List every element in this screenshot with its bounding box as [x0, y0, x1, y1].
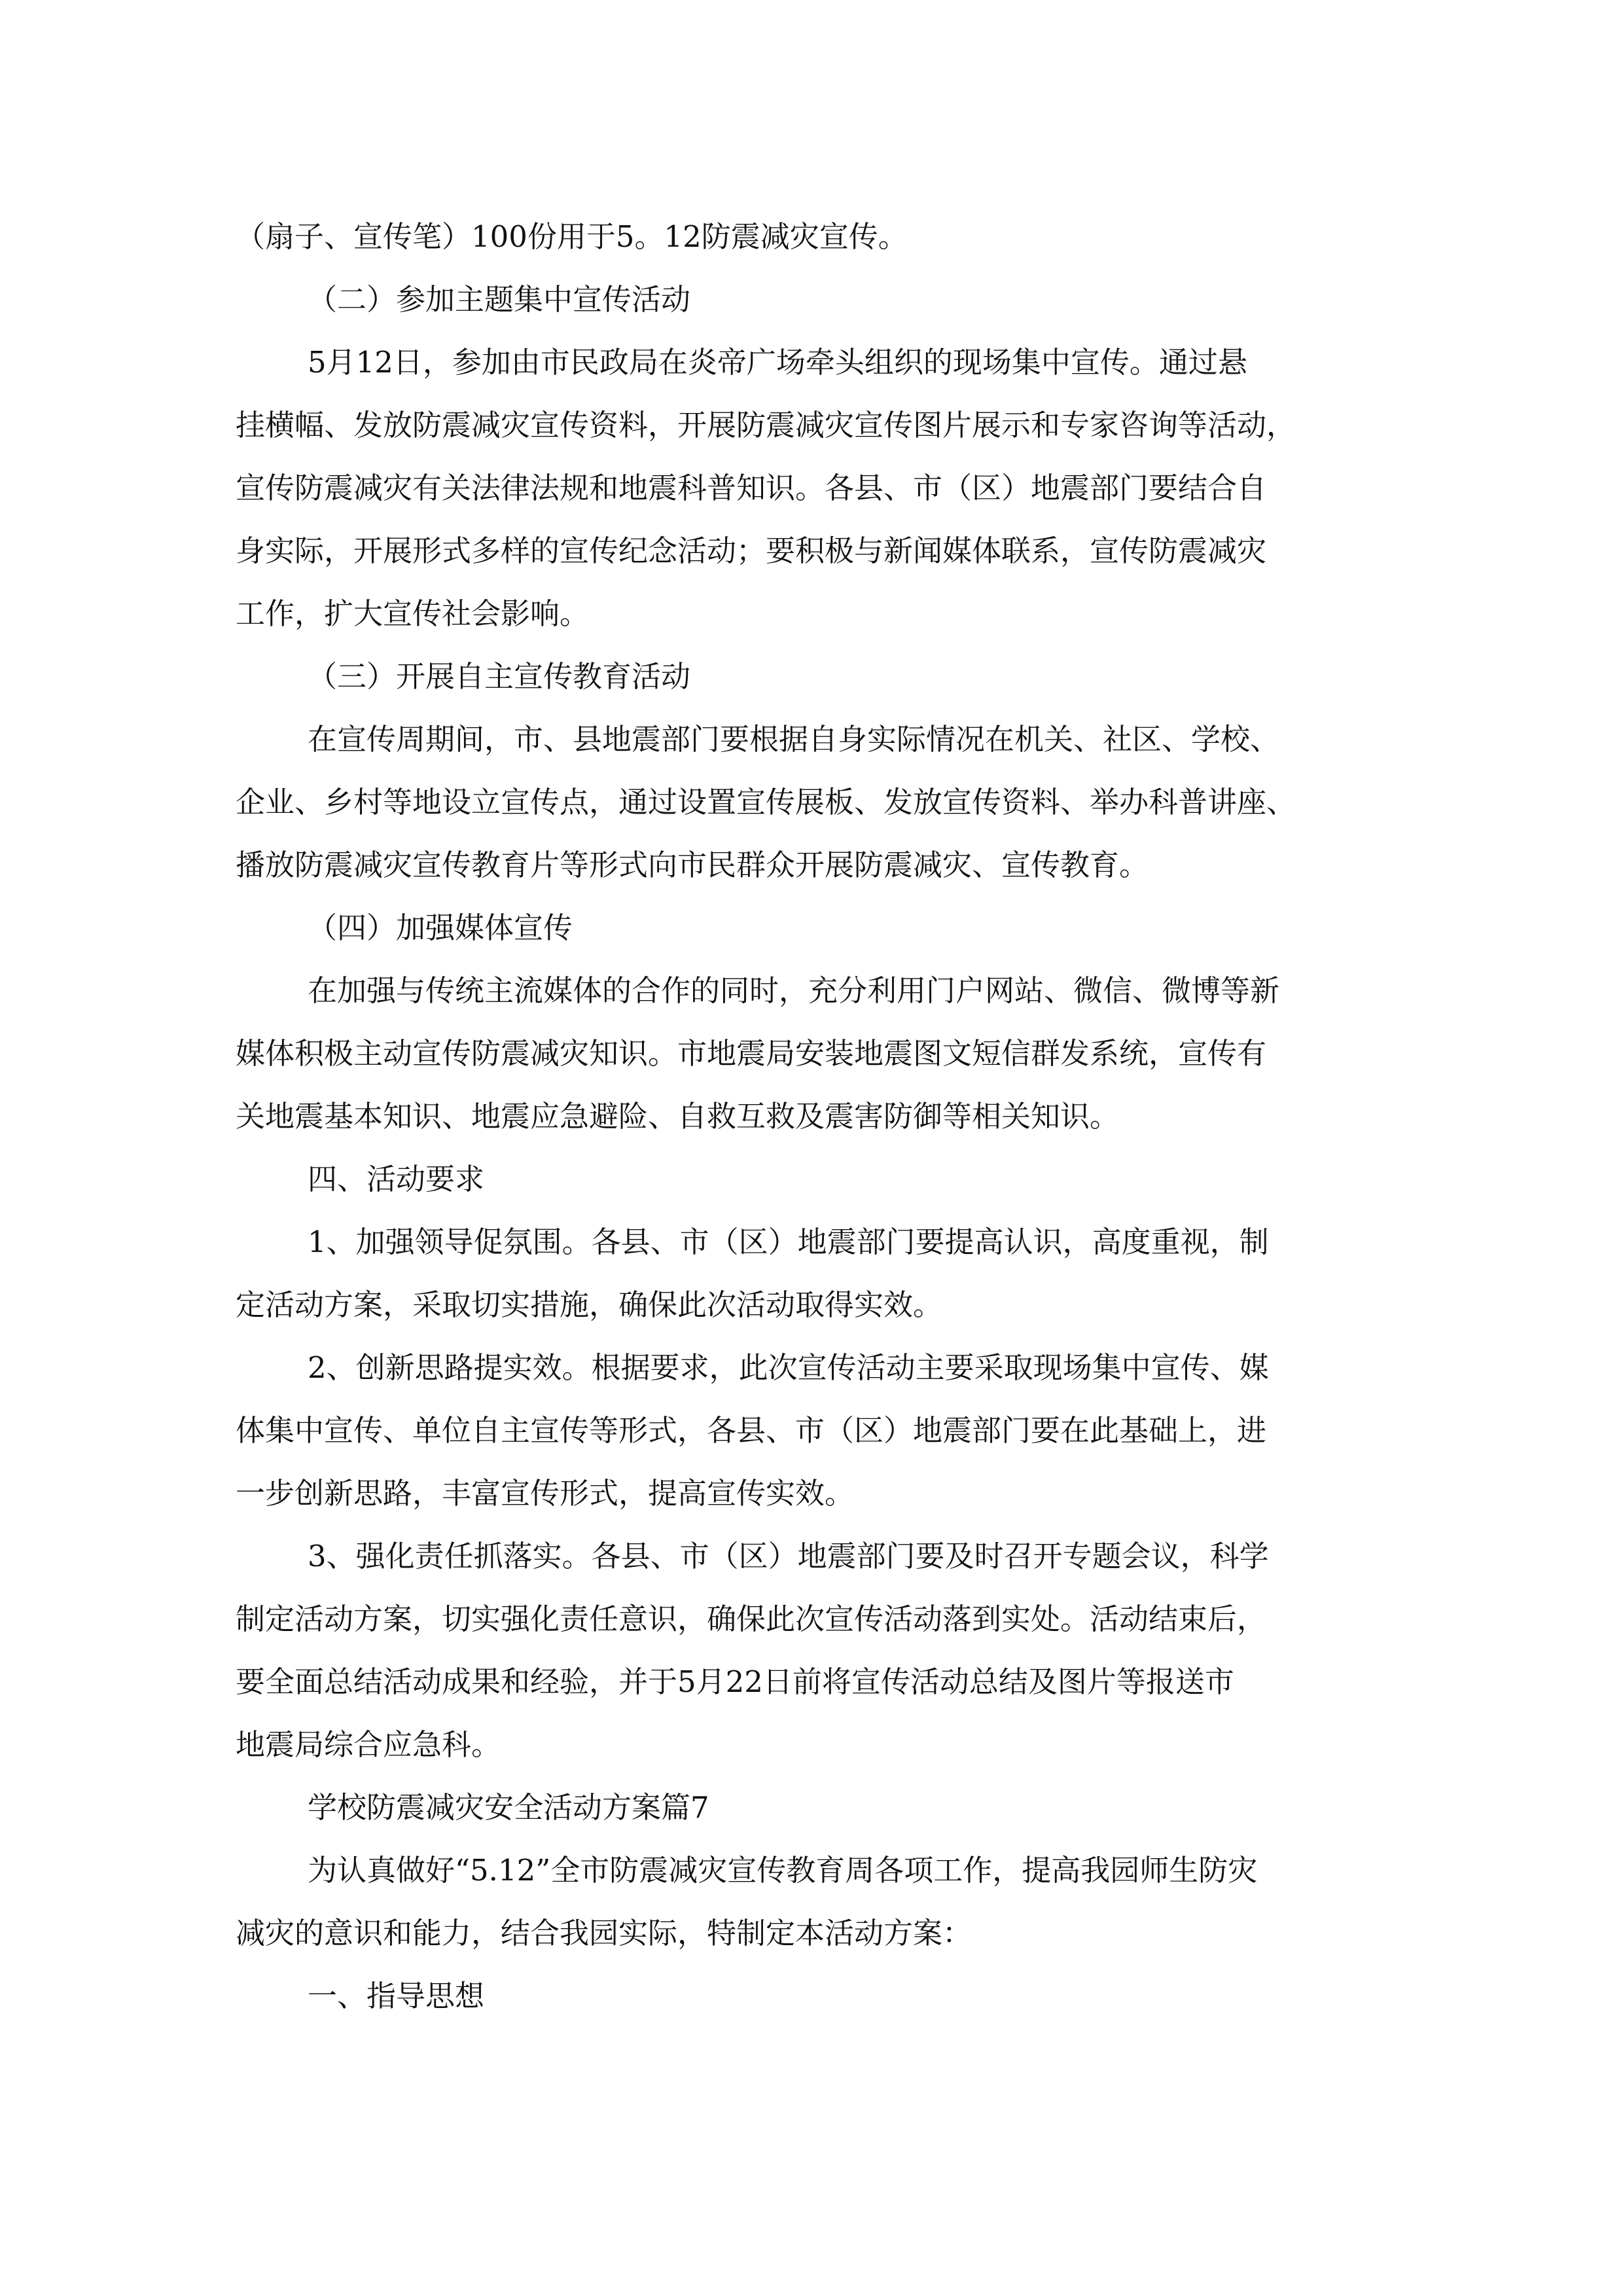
text-line: 地震局综合应急科。: [236, 1727, 501, 1762]
text-line: 制定活动方案，切实强化责任意识，确保此次宣传活动落到实处。活动结束后，: [236, 1602, 1267, 1636]
text-line: 1、加强领导促氛围。各县、市（区）地震部门要提高认识，高度重视，制: [308, 1225, 1269, 1259]
text-line: 挂横幅、发放防震减灾宣传资料，开展防震减灾宣传图片展示和专家咨询等活动，: [236, 408, 1296, 442]
text-line: 企业、乡村等地设立宣传点，通过设置宣传展板、发放宣传资料、举办科普讲座、: [236, 785, 1296, 819]
text-line: 四、活动要求: [308, 1162, 485, 1196]
text-line: 要全面总结活动成果和经验，并于5月22日前将宣传活动总结及图片等报送市: [236, 1664, 1234, 1699]
text-line: 关地震基本知识、地震应急避险、自救互救及震害防御等相关知识。: [236, 1099, 1120, 1134]
text-line: （四）加强媒体宣传: [308, 910, 573, 945]
text-line: 定活动方案，采取切实措施，确保此次活动取得实效。: [236, 1287, 943, 1322]
text-line: 播放防震减灾宣传教育片等形式向市民群众开展防震减灾、宣传教育。: [236, 848, 1149, 882]
text-line: 一步创新思路，丰富宣传形式，提高宣传实效。: [236, 1476, 855, 1511]
text-line: 学校防震减灾安全活动方案篇7: [308, 1790, 709, 1825]
text-line: （三）开展自主宣传教育活动: [308, 659, 691, 694]
text-line: 工作，扩大宣传社会影响。: [236, 596, 590, 631]
text-line: 在宣传周期间，市、县地震部门要根据自身实际情况在机关、社区、学校、: [308, 722, 1280, 757]
text-line: 媒体积极主动宣传防震减灾知识。市地震局安装地震图文短信群发系统，宣传有: [236, 1036, 1267, 1071]
text-line: （二）参加主题集中宣传活动: [308, 282, 691, 317]
text-line: 5月12日，参加由市民政局在炎帝广场牵头组织的现场集中宣传。通过悬: [308, 345, 1247, 380]
text-line: 2、创新思路提实效。根据要求，此次宣传活动主要采取现场集中宣传、媒: [308, 1350, 1269, 1385]
document-body: [236, 206, 1387, 2028]
text-line: 在加强与传统主流媒体的合作的同时，充分利用门户网站、微信、微博等新: [308, 973, 1280, 1008]
text-line: （扇子、宣传笔）100份用于5。12防震减灾宣传。: [236, 219, 908, 254]
text-line: 身实际，开展形式多样的宣传纪念活动；要积极与新闻媒体联系，宣传防震减灾: [236, 533, 1267, 568]
text-line: 体集中宣传、单位自主宣传等形式，各县、市（区）地震部门要在此基础上，进: [236, 1413, 1267, 1448]
text-line: 3、强化责任抓落实。各县、市（区）地震部门要及时召开专题会议，科学: [308, 1539, 1269, 1573]
text-line: 一、指导思想: [308, 1979, 485, 2013]
text-line: 宣传防震减灾有关法律法规和地震科普知识。各县、市（区）地震部门要结合自: [236, 471, 1267, 505]
text-line: 为认真做好“5.12”全市防震减灾宣传教育周各项工作，提高我园师生防灾: [308, 1853, 1258, 1888]
text-line: 减灾的意识和能力，结合我园实际，特制定本活动方案：: [236, 1916, 972, 1950]
